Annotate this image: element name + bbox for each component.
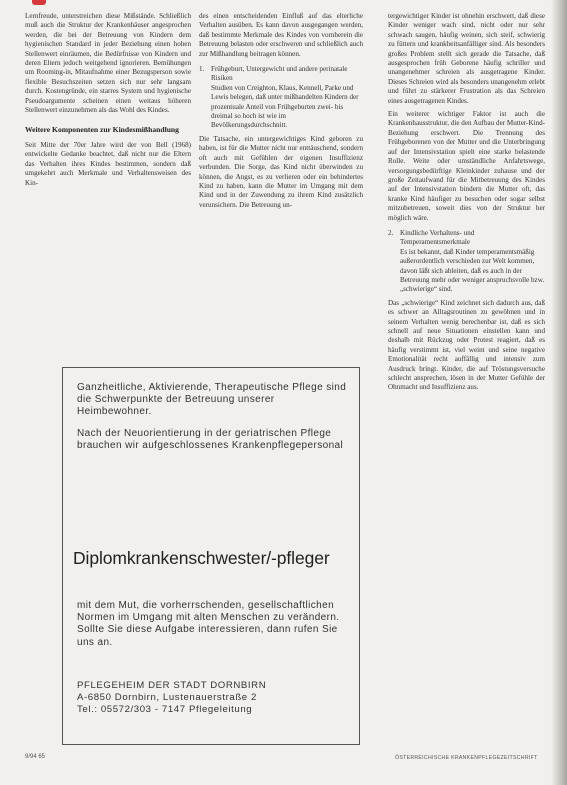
ad-phone: Tel.: 05572/303 - 7147 Pflegeleitung: [77, 703, 253, 715]
ad-intro-text: Ganzheitliche, Aktivierende, Therapeutische Pflege sind die Schwerpunkte der Betreuung unserer Heimbewohner.: [77, 382, 347, 418]
corner-mark: [32, 0, 46, 5]
text-column-2: [199, 12, 363, 367]
ad-job-title: Diplomkrankenschwester/-pfleger: [73, 548, 330, 568]
list-body: [211, 65, 363, 131]
list-item: [199, 65, 363, 131]
journal-name: ÖSTERREICHISCHE KRANKENPFLEGEZEITSCHRIFT: [395, 755, 538, 761]
page-edge-shadow: [551, 0, 567, 785]
list-item-title: Frühgeburt, Untergewicht und andere perinatale Risiken: [211, 65, 348, 83]
page-number: 9/94 65: [25, 754, 46, 760]
ad-employer-name: PFLEGEHEIM DER STADT DORNBIRN: [77, 680, 267, 691]
list-number: 1.: [199, 65, 205, 74]
list-body: [400, 229, 545, 295]
job-advertisement: [62, 367, 360, 745]
paragraph: Lernfreude, unterstreichen diese Mißstände. Schließlich muß auch die Struktur der Krankenhäuser angesprochen werden, die bei der Betreuung von Kindern dem hygienischen Standard in jeder Beziehung einen hohen Stellenwert einräumen, die Bedürfnisse von Kindern und deren Eltern jedoch weitgehend ignorieren. Bemühungen um Rooming-in, Mitaufnahme einer Bezugsperson sowie flexible Besuchszeiten setzen sich nur sehr langsam durch. Kostengründe, ein starres System und hygienische Pseudoargumente scheinen einen weitaus höheren Stellenwert einzunehmen als das Wohl des Kindes.: [25, 12, 191, 115]
ad-contact: [77, 680, 351, 715]
list-item-text: Studien von Creighton, Klaus, Kennell, Parke und Lewis belegen, daß unter mißhandelten Kindern der prozentuale Anteil von Frühgeburten zwei- bis dreimal so hoch ist wie im Bevölkerungsdurchschnitt.: [211, 83, 359, 130]
paragraph: des einen entscheidenden Einfluß auf das elterliche Verhalten ausüben. Es kann davon ausgegangen werden, daß bestimmte Merkmale des Kindes von vornherein die Betreuung belasten oder erschweren und schließlich auch zur Mißhandlung beitragen können.: [199, 12, 363, 58]
ad-requirement-text: Nach der Neuorientierung in der geriatrischen Pflege brauchen wir aufgeschlossenes Krankenpflegepersonal: [77, 428, 344, 452]
paragraph: Die Tatsache, ein untergewichtiges Kind geboren zu haben, ist für die Mutter nicht nur enttäuschend, sondern oft auch mit Gefühlen der eigenen Insuffizienz verbunden. Die Sorge, das Kind nicht überwinden zu können, die Angst, es zu verlieren oder ein behindertes Kind zu haben, kann die Mutter im Umgang mit dem Kind und in der Zuwendung zu ihrem Kind zusätzlich verunsichern. Die Betreuung un-: [199, 134, 363, 209]
ad-call-to-action: mit dem Mut, die vorherrschenden, gesellschaftlichen Normen im Umgang mit alten Menschen zu verändern. Sollte Sie diese Aufgabe interessieren, dann rufen Sie uns an.: [77, 600, 340, 648]
paragraph: Seit Mitte der 70er Jahre wird der von Bell (1968) entwickelte Gedanke beachtet, daß nicht nur die Eltern das Verhalten ihres Kindes bestimmen, sondern daß umgekehrt auch Merkmale und Verhaltensweisen des Kin-: [25, 141, 191, 187]
paragraph: tergewichtiger Kinder ist ohnehin erschwert, daß diese Kinder weniger wach sind, nicht oder nur sehr schwach saugen, häufig weinen, sich steif, schwierig zu füttern und krankheitsanfälliger sind. Als besonders großes Problem stellt sich gerade die Tatsache, daß ausgesprochen früh Geborene häufig schriller und unangenehmer schreien als ausgetragene Kinder. Dieses Schreien wird als besonders unangenehm erlebt und führt zu stärkerer Frustration als das Schreien eines ausgetragenen Kindes.: [388, 12, 545, 105]
section-heading: Weitere Komponenten zur Kindesmißhandlung: [25, 125, 179, 135]
list-item: [388, 229, 545, 295]
list-item-title: Kindliche Verhaltens- und Temperamentsmerkmale: [400, 228, 475, 247]
paragraph: Ein weiterer wichtiger Faktor ist auch die Krankenhausstruktur, die den Aufbau der Mutter-Kind-Beziehung erschwert. Die Trennung des Frühgeborenen von der Mutter und die Unterbringung auf der Intensivstation spielt eine starke belastende Rolle. Weite oder umständliche Anfahrtswege, versorgungsbedürftige Kleinkinder zuhause und der große Zeitaufwand für die Mitbetreuung des Kindes auf der Intensivstation bindern die Mutter oft, das kranke Kind häufiger zu besuchen oder sogar selbst mitzubetreuen, soweit dies von der Struktur her möglich wäre.: [388, 110, 545, 222]
text-column-3: [388, 12, 545, 747]
list-number: 2.: [388, 228, 394, 237]
ad-address: A-6850 Dornbirn, Lustenauerstraße 2: [77, 691, 257, 703]
list-item-text: Es ist bekannt, daß Kinder temperamentsmäßig außerordentlich verschieden zur Welt kommen, davon läßt sich ableiten, daß es auch in der Betreuung mehr oder weniger anspruchsvolle bzw. „schwierige“ sind.: [400, 247, 545, 294]
text-column-1: [25, 12, 191, 367]
paragraph: Das „schwierige“ Kind zeichnet sich dadurch aus, daß es schwer an Alltagsroutinen zu gewöhnen und in seinem Verhalten wenig berechenbar ist, daß es sich schnell auf neue Situationen einstellen kann und deshalb mit Rückzug oder Protest reagiert, daß es häufig verstimmt ist, viel weint und seine negative Emotionalität recht auffällig und intensiv zum Ausdruck bringt. Kinder, die auf Tröstungsversuche schlecht ansprechen, lösen in der Mutter Gefühle der Ohnmacht und Insuffizienz aus.: [388, 298, 545, 392]
